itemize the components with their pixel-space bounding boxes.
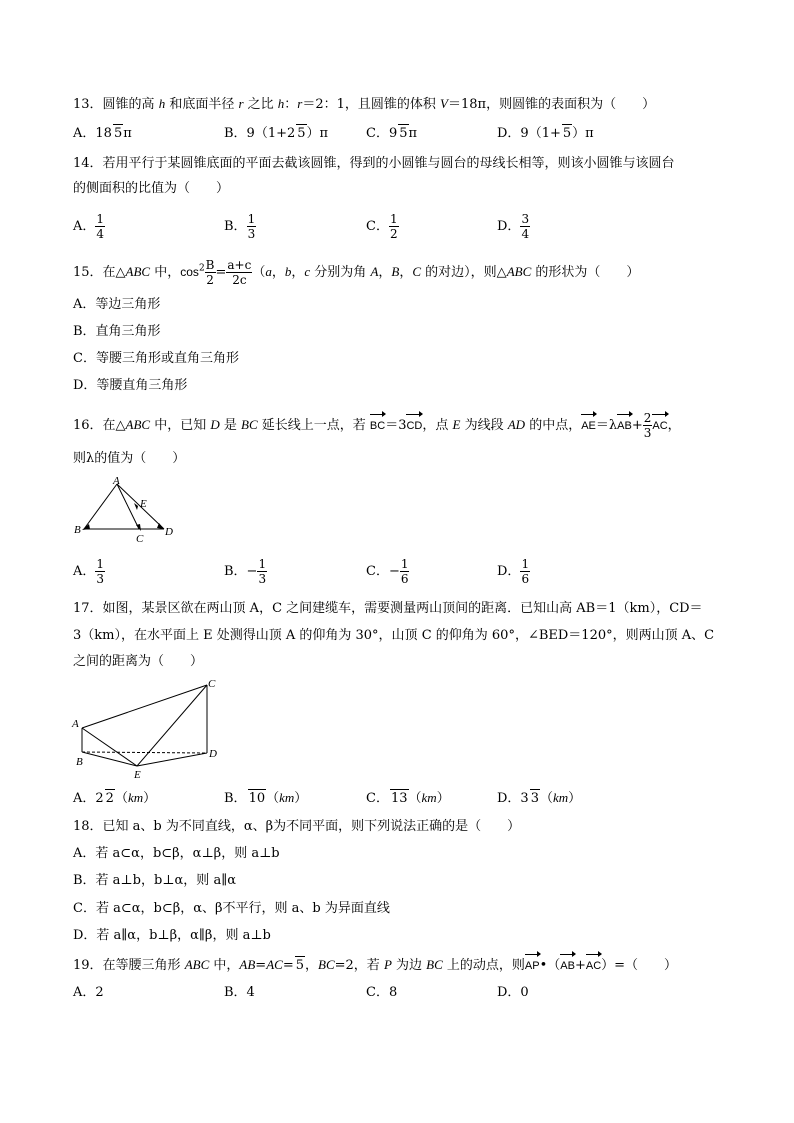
q16-label-d: D (165, 526, 173, 538)
q14-option-d[interactable]: D． $\frac{3}{4}$ (497, 212, 530, 241)
q16-option-c[interactable]: C．− $\frac{1}{6}$ (366, 557, 409, 586)
q17-option-d[interactable]: D．3 3（km） (497, 790, 582, 806)
q16-option-d[interactable]: D． $\frac{1}{6}$ (497, 557, 530, 586)
q18-option-d[interactable]: D．若 a∥α，b⊥β，α∥β，则 a⊥b (73, 928, 271, 943)
q17-label-c: C (208, 678, 216, 690)
q19-option-d[interactable]: D．0 (497, 985, 529, 1000)
q16-option-a[interactable]: A． $\frac{1}{3}$ (73, 557, 105, 586)
q18-stem: 18．已知 a、b 为不同直线，α、β为不同平面，则下列说法正确的是（ ） (73, 819, 521, 834)
q14-stem-line2: 的侧面积的比值为（ ） (73, 181, 230, 196)
q17-label-e: E (134, 769, 141, 780)
q18-option-a[interactable]: A．若 a⊂α，b⊂β，α⊥β，则 a⊥b (73, 846, 280, 861)
q16-option-b[interactable]: B．− $\frac{1}{3}$ (224, 557, 267, 586)
q14-option-b[interactable]: B． $\frac{1}{3}$ (224, 212, 256, 241)
q17-label-d: D (209, 748, 217, 760)
q17-label-a: A (72, 718, 79, 730)
q15-stem: 15．在△ABC 中，$\cos^2$ $\frac{B}{2}$ = $\frac{a+c}{2c}$ （a，b，c 分别为角 A，B，C 的对边），则△ABC 的形状为（ ） (73, 258, 640, 287)
q17-stem-line2: 3（km），在水平面上 E 处测得山顶 A 的仰角为 30°，山顶 C 的仰角为 60°，∠BED＝120°，则两山顶 A、C (73, 628, 715, 643)
q17-label-b: B (76, 756, 83, 768)
q17-option-c[interactable]: C． 13（km） (366, 790, 450, 806)
q19-option-b[interactable]: B．4 (224, 985, 255, 1000)
q17-stem-line1: 17．如图，某景区欲在两山顶 A，C 之间建缆车，需要测量两山顶间的距离．已知山高 AB＝1（km），CD＝ (73, 601, 703, 616)
q14-option-c[interactable]: C． $\frac{1}{2}$ (366, 212, 398, 241)
q16-triangle-figure (70, 475, 180, 545)
q13-option-a[interactable]: A．18 5π (73, 126, 132, 141)
q17-option-b[interactable]: B． 10（km） (224, 790, 308, 806)
q16-stem-line2: 则λ的值为（ ） (73, 451, 186, 466)
q14-option-a[interactable]: A． $\frac{1}{4}$ (73, 212, 105, 241)
q13-option-b[interactable]: B．9（1+2 5）π (224, 126, 329, 141)
q15-option-d[interactable]: D．等腰直角三角形 (73, 378, 188, 393)
q17-option-a[interactable]: A．2 2（km） (73, 790, 157, 806)
q13-stem: 13．圆锥的高 h 和底面半径 r 之比 h：r＝2：1，且圆锥的体积 V＝18π，则圆锥的表面积为（ ） (73, 96, 656, 112)
q19-option-a[interactable]: A．2 (73, 985, 104, 1000)
q16-label-a: A (113, 475, 120, 487)
q15-option-b[interactable]: B．直角三角形 (73, 324, 161, 339)
q15-option-a[interactable]: A．等边三角形 (73, 297, 161, 312)
q16-label-e: E (140, 498, 147, 510)
q14-stem-line1: 14．若用平行于某圆锥底面的平面去截该圆锥，得到的小圆锥与圆台的母线长相等，则该小圆锥与该圆台 (73, 156, 675, 171)
q18-option-c[interactable]: C．若 a⊂α，b⊂β，α、β不平行，则 a、b 为异面直线 (73, 901, 390, 916)
q19-stem: 19．在等腰三角形 ABC 中，AB=AC= 5，BC=2，若 P 为边 BC 上的动点，则AP•（AB+AC）=（ ） (73, 957, 678, 973)
q13-option-c[interactable]: C．9 5π (366, 126, 418, 141)
q15-option-c[interactable]: C．等腰三角形或直角三角形 (73, 351, 239, 366)
q18-option-b[interactable]: B．若 a⊥b，b⊥α，则 a∥α (73, 873, 236, 888)
q16-label-b: B (74, 524, 81, 536)
q17-stem-line3: 之间的距离为（ ） (73, 654, 204, 669)
q16-label-c: C (136, 533, 144, 545)
q13-option-d[interactable]: D．9（1+ 5）π (497, 126, 594, 141)
q17-mountain-figure (65, 675, 225, 780)
q16-stem: 16．在△ABC 中，已知 D 是 BC 延长线上一点，若 BC＝3CD，点 E 为线段 AD 的中点，AE＝λAB+ $\frac{2}{3}$ AC， (73, 411, 681, 440)
q19-option-c[interactable]: C．8 (366, 985, 398, 1000)
